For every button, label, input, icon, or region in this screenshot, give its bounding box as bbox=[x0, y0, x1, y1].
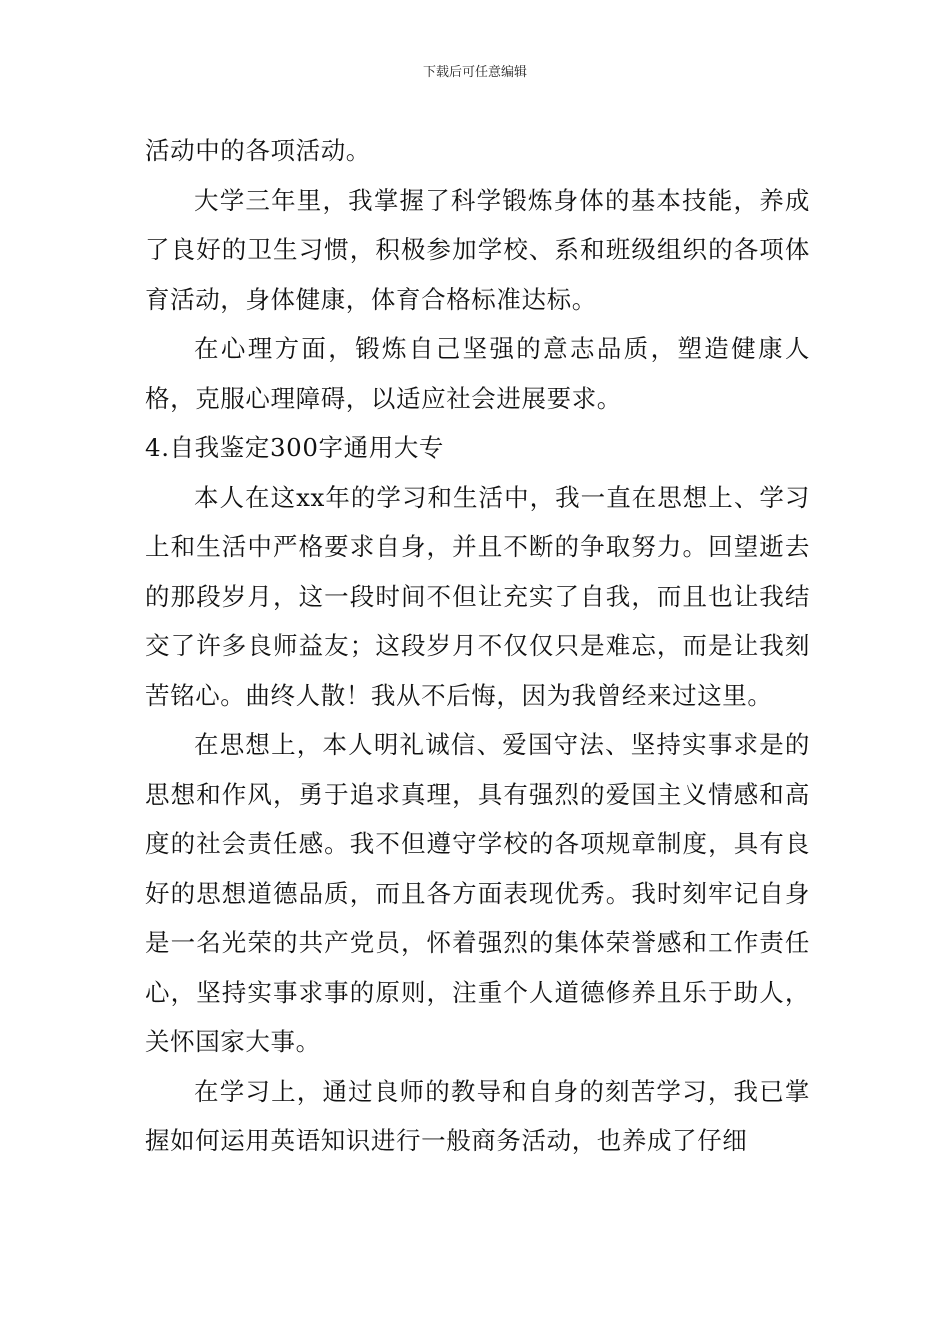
section-heading: 4.自我鉴定300字通用大专 bbox=[145, 433, 445, 462]
paragraph-2: 大学三年里，我掌握了科学锻炼身体的基本技能，养成了良好的卫生习惯，积极参加学校、系和班级组织的各项体育活动，身体健康，体育合格标准达标。 bbox=[145, 185, 810, 314]
paragraph-1: 活动中的各项活动。 bbox=[145, 136, 371, 165]
paragraph-5: 在思想上，本人明礼诚信、爱国守法、坚持实事求是的思想和作风，勇于追求真理，具有强烈的爱国主义情感和高度的社会责任感。我不但遵守学校的各项规章制度，具有良好的思想道德品质，而且各方面表现优秀。我时刻牢记自身是一名光荣的共产党员，怀着强烈的集体荣誉感和工作责任心，坚持实事求事的原则，注重个人道德修养且乐于助人，关怀国家大事。 bbox=[145, 730, 810, 1056]
paragraph-3: 在心理方面，锻炼自己坚强的意志品质，塑造健康人格，克服心理障碍，以适应社会进展要求。 bbox=[145, 334, 810, 413]
document-body bbox=[145, 126, 810, 1166]
page-header: 下载后可任意编辑 bbox=[422, 65, 527, 80]
paragraph-4: 本人在这xx年的学习和生活中，我一直在思想上、学习上和生活中严格要求自身，并且不断的争取努力。回望逝去的那段岁月，这一段时间不但让充实了自我，而且也让我结交了许多良师益友；这段岁月不仅仅只是难忘，而是让我刻苦铭心。曲终人散！我从不后悔，因为我曾经来过这里。 bbox=[145, 482, 810, 710]
paragraph-6: 在学习上，通过良师的教导和自身的刻苦学习，我已掌握如何运用英语知识进行一般商务活动，也养成了仔细 bbox=[145, 1076, 810, 1155]
